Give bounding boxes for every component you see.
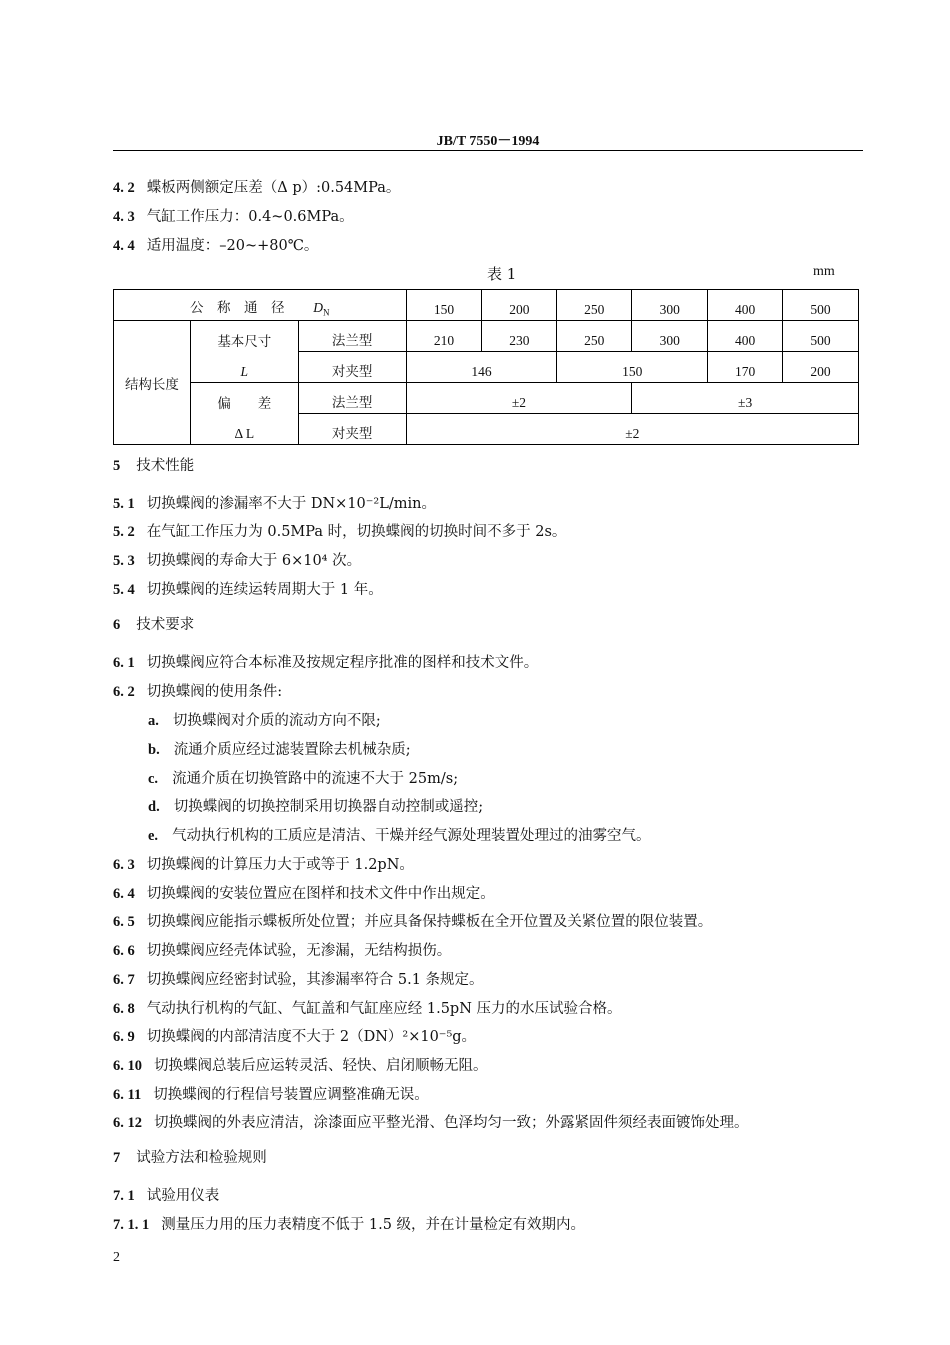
dn-header-cell	[114, 290, 407, 321]
clause-6-1: 6. 1 切换蝶阀应符合本标准及按规定程序批准的图样和技术文件。	[113, 655, 539, 671]
wafer-type-label: 对夹型	[298, 352, 406, 383]
flange-deviation-value: ±2	[406, 383, 632, 414]
clause-5-4: 5. 4 切换蝶阀的连续运转周期大于 1 年。	[113, 582, 383, 598]
clause-6-8: 6. 8 气动执行机构的气缸、气缸盖和气缸座应经 1.5pN 压力的水压试验合格。	[113, 1001, 622, 1017]
flange-type-label: 法兰型	[298, 383, 406, 414]
clause-6-4: 6. 4 切换蝶阀的安装位置应在图样和技术文件中作出规定。	[113, 886, 495, 902]
clause-6-7: 6. 7 切换蝶阀应经密封试验，其渗漏率符合 5.1 条规定。	[113, 972, 484, 988]
clause-7-1-1: 7. 1. 1 测量压力用的压力表精度不低于 1.5 级，并在计量检定有效期内。	[113, 1217, 586, 1233]
clause-5-1: 5. 1 切换蝶阀的渗漏率不大于 DN×10⁻²L/min。	[113, 496, 436, 512]
wafer-value: 146	[406, 352, 557, 383]
clause-4-3: 4. 3 气缸工作压力：0.4~0.6MPa。	[113, 209, 354, 225]
dn-value: 300	[632, 290, 708, 321]
l-symbol: L	[190, 352, 298, 383]
flange-value: 300	[632, 321, 708, 352]
dn-label: 公 称 通 径	[190, 300, 285, 316]
dn-value: 500	[783, 290, 859, 321]
flange-value: 250	[557, 321, 632, 352]
section-5: 5 技术性能	[113, 458, 195, 474]
section-6: 6 技术要求	[113, 617, 195, 633]
dn-value: 200	[482, 290, 557, 321]
item-d: d. 切换蝶阀的切换控制采用切换器自动控制或遥控;	[148, 799, 484, 815]
basic-size-label: 基本尺寸	[190, 321, 298, 352]
flange-value: 400	[708, 321, 783, 352]
flange-value: 500	[783, 321, 859, 352]
table-caption: 表 1	[487, 265, 517, 283]
header-rule	[113, 150, 863, 151]
flange-type-label: 法兰型	[298, 321, 406, 352]
delta-l-text: Δ L	[234, 426, 255, 441]
page-number: 2	[113, 1250, 120, 1265]
clause-6-3: 6. 3 切换蝶阀的计算压力大于或等于 1.2pN。	[113, 857, 414, 873]
document-header: JB/T 7550－1994	[436, 134, 540, 149]
section-7: 7 试验方法和检验规则	[113, 1150, 267, 1166]
flange-value: 210	[406, 321, 482, 352]
clause-6-12: 6. 12 切换蝶阀的外表应清洁，涂漆面应平整光滑、色泽均匀一致；外露紧固件须经表面镀饰处理。	[113, 1115, 749, 1131]
clause-6-11: 6. 11 切换蝶阀的行程信号装置应调整准确无误。	[113, 1087, 429, 1103]
dn-value: 250	[557, 290, 632, 321]
dn-subscript: N	[323, 308, 330, 318]
clause-6-6: 6. 6 切换蝶阀应经壳体试验，无渗漏，无结构损伤。	[113, 943, 452, 959]
dn-symbol: D	[313, 300, 324, 316]
item-c: c. 流通介质在切换管路中的流速不大于 25m/s;	[148, 771, 459, 787]
clause-5-2: 5. 2 在气缸工作压力为 0.5MPa 时，切换蝶阀的切换时间不多于 2s。	[113, 524, 567, 540]
clause-5-3: 5. 3 切换蝶阀的寿命大于 6×10⁴ 次。	[113, 553, 362, 569]
clause-7-1: 7. 1 试验用仪表	[113, 1188, 220, 1204]
dn-value: 400	[708, 290, 783, 321]
wafer-deviation-value: ±2	[406, 414, 858, 445]
item-b: b. 流通介质应经过滤装置除去机械杂质;	[148, 742, 411, 758]
table-row-wafer-size	[114, 352, 859, 383]
table-row-dn	[114, 290, 859, 321]
delta-l-symbol	[190, 414, 298, 445]
clause-6-10: 6. 10 切换蝶阀总装后应运转灵活、轻快、启闭顺畅无阻。	[113, 1058, 488, 1074]
dn-value: 150	[406, 290, 482, 321]
item-e: e. 气动执行机构的工质应是清洁、干燥并经气源处理装置处理过的油雾空气。	[148, 828, 651, 844]
clause-4-2: 4. 2 蝶板两侧额定压差（Δ p）:0.54MPa。	[113, 180, 401, 196]
table-row-flange-deviation	[114, 383, 859, 414]
wafer-value: 200	[783, 352, 859, 383]
deviation-label: 偏 差	[190, 383, 298, 414]
table-unit: mm	[813, 264, 835, 279]
wafer-value: 150	[557, 352, 708, 383]
clause-6-9: 6. 9 切换蝶阀的内部清洁度不大于 2（DN）²×10⁻⁵g。	[113, 1029, 477, 1045]
clause-4-4: 4. 4 适用温度：–20~+80℃。	[113, 238, 319, 254]
clause-6-2: 6. 2 切换蝶阀的使用条件:	[113, 684, 283, 700]
flange-value: 230	[482, 321, 557, 352]
wafer-value: 170	[708, 352, 783, 383]
item-a: a. 切换蝶阀对介质的流动方向不限;	[148, 713, 381, 729]
dimension-table	[113, 289, 859, 445]
table-row-wafer-deviation	[114, 414, 859, 445]
group-label-structure-length: 结构长度	[114, 321, 191, 445]
wafer-type-label: 对夹型	[298, 414, 406, 445]
clause-6-5: 6. 5 切换蝶阀应能指示蝶板所处位置；并应具备保持蝶板在全开位置及关紧位置的限位装置。	[113, 914, 713, 930]
flange-deviation-value: ±3	[632, 383, 859, 414]
table-row-flange-size	[114, 321, 859, 352]
